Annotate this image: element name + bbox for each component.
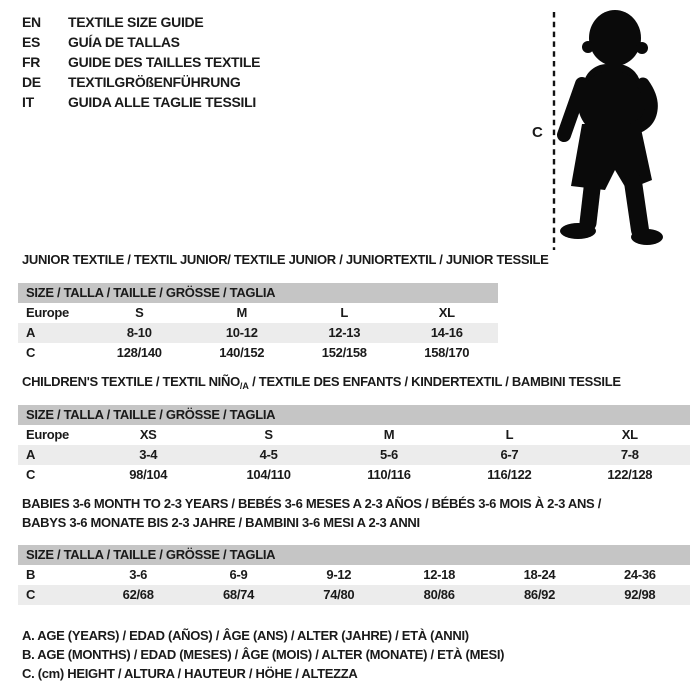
size-cell: 4-5	[259, 447, 278, 462]
language-code: FR	[22, 54, 41, 70]
measure-footnotes	[22, 626, 504, 683]
title-text: BABIES 3-6 MONTH TO 2-3 YEARS / BEBÉS 3-6 MESES A 2-3 AÑOS / BÉBÉS 3-6 MOIS À 2-3 ANS /	[22, 496, 602, 511]
table-size-header: SIZE / TALLA / TAILLE / GRÖSSE / TAGLIA	[18, 405, 690, 425]
size-cell: 74/80	[323, 587, 355, 602]
size-cell: M	[383, 427, 395, 442]
row-label: Europe	[26, 427, 69, 442]
language-code: IT	[22, 94, 34, 110]
table-size-header: SIZE / TALLA / TAILLE / GRÖSSE / TAGLIA	[18, 545, 690, 565]
table-row	[18, 343, 498, 363]
footnote: C. (cm) HEIGHT / ALTURA / HAUTEUR / HÖHE / ALTEZZA	[22, 666, 358, 681]
size-cell: S	[135, 305, 144, 320]
section-junior-textile	[22, 250, 698, 360]
size-cell: 24-36	[623, 567, 656, 582]
title-text: BABYS 3-6 MONATE BIS 2-3 JAHRE / BAMBINI 3-6 MESI A 2-3 ANNI	[22, 515, 420, 530]
section-children-textile	[22, 372, 698, 482]
title-text: CHILDREN'S TEXTILE / TEXTIL NIÑO	[22, 374, 240, 389]
title-subscript: /A	[239, 381, 249, 391]
title-text: JUNIOR TEXTILE / TEXTIL JUNIOR/ TEXTILE JUNIOR / JUNIORTEXTIL / JUNIOR TESSILE	[22, 252, 549, 267]
section-babies-textile	[22, 494, 698, 602]
size-cell: 12-13	[328, 325, 361, 340]
language-code: ES	[22, 34, 41, 50]
child-silhouette	[560, 10, 663, 245]
footnote: B. AGE (MONTHS) / EDAD (MESES) / ÂGE (MOIS) / ALTER (MONATE) / ETÀ (MESI)	[22, 647, 505, 662]
size-table-children	[18, 405, 690, 485]
language-title: GUIDA ALLE TAGLIE TESSILI	[68, 94, 256, 110]
size-cell: 3-4	[139, 447, 158, 462]
size-cell: 14-16	[430, 325, 463, 340]
table-row	[18, 303, 498, 323]
size-cell: 158/170	[424, 345, 470, 360]
table-row	[18, 585, 690, 605]
section-title-line	[22, 372, 698, 396]
language-row	[22, 92, 260, 112]
row-label: Europe	[26, 305, 69, 320]
size-table-junior	[18, 283, 498, 363]
size-cell: 10-12	[225, 325, 258, 340]
size-cell: L	[505, 427, 514, 442]
size-cell: 122/128	[607, 467, 653, 482]
section-title	[22, 494, 698, 532]
size-cell: 9-12	[326, 567, 352, 582]
size-cell: 62/68	[122, 587, 154, 602]
size-cell: 104/110	[246, 467, 291, 482]
size-cell: 128/140	[116, 345, 162, 360]
size-cell: 7-8	[620, 447, 639, 462]
size-cell: 116/122	[487, 467, 532, 482]
language-code: DE	[22, 74, 41, 90]
language-row	[22, 72, 260, 92]
size-cell: L	[340, 305, 349, 320]
language-row	[22, 12, 260, 32]
language-title: TEXTILGRÖßENFÜHRUNG	[68, 74, 241, 90]
row-label: A	[26, 325, 36, 340]
height-measure-label: C	[532, 124, 543, 141]
title-text: / TEXTILE DES ENFANTS / KINDERTEXTIL / BAMBINI TESSILE	[248, 374, 621, 389]
table-row	[18, 465, 690, 485]
language-title: GUIDE DES TAILLES TEXTILE	[68, 54, 261, 70]
child-silhouette-figure	[548, 6, 696, 252]
footnote: A. AGE (YEARS) / EDAD (AÑOS) / ÂGE (ANS) / ALTER (JAHRE) / ETÀ (ANNI)	[22, 628, 469, 643]
language-title-list	[22, 12, 260, 112]
size-cell: XL	[438, 305, 455, 320]
size-cell: S	[264, 427, 273, 442]
size-cell: 140/152	[219, 345, 265, 360]
size-cell: 92/98	[624, 587, 656, 602]
table-row	[18, 323, 498, 343]
section-title	[22, 372, 698, 396]
section-title	[22, 250, 698, 269]
size-cell: 5-6	[380, 447, 398, 462]
language-title: TEXTILE SIZE GUIDE	[68, 14, 204, 30]
size-cell: XS	[139, 427, 157, 442]
table-row	[18, 425, 690, 445]
size-table-babies	[18, 545, 690, 605]
language-title: GUÍA DE TALLAS	[68, 34, 180, 50]
size-cell: 152/158	[321, 345, 367, 360]
size-cell: 3-6	[129, 567, 148, 582]
size-cell: M	[236, 305, 248, 320]
language-row	[22, 32, 260, 52]
size-cell: 6-9	[229, 567, 248, 582]
size-cell: 12-18	[423, 567, 456, 582]
size-cell: 110/116	[367, 467, 411, 482]
row-label: C	[26, 345, 36, 360]
size-cell: 8-10	[126, 325, 152, 340]
table-row	[18, 565, 690, 585]
row-label: A	[26, 447, 36, 462]
section-title-line	[22, 494, 698, 513]
language-code: EN	[22, 14, 41, 30]
size-cell: 18-24	[523, 567, 556, 582]
size-cell: XL	[621, 427, 638, 442]
section-title-line	[22, 250, 698, 269]
size-cell: 80/86	[423, 587, 455, 602]
size-cell: 86/92	[523, 587, 556, 602]
section-title-line	[22, 513, 698, 532]
size-cell: 68/74	[222, 587, 255, 602]
row-label: C	[26, 587, 36, 602]
language-row	[22, 52, 260, 72]
row-label: C	[26, 467, 36, 482]
table-size-header: SIZE / TALLA / TAILLE / GRÖSSE / TAGLIA	[18, 283, 498, 303]
row-label: B	[26, 567, 36, 582]
figure-area	[526, 6, 696, 256]
table-row	[18, 445, 690, 465]
size-cell: 6-7	[500, 447, 519, 462]
size-cell: 98/104	[129, 467, 168, 482]
